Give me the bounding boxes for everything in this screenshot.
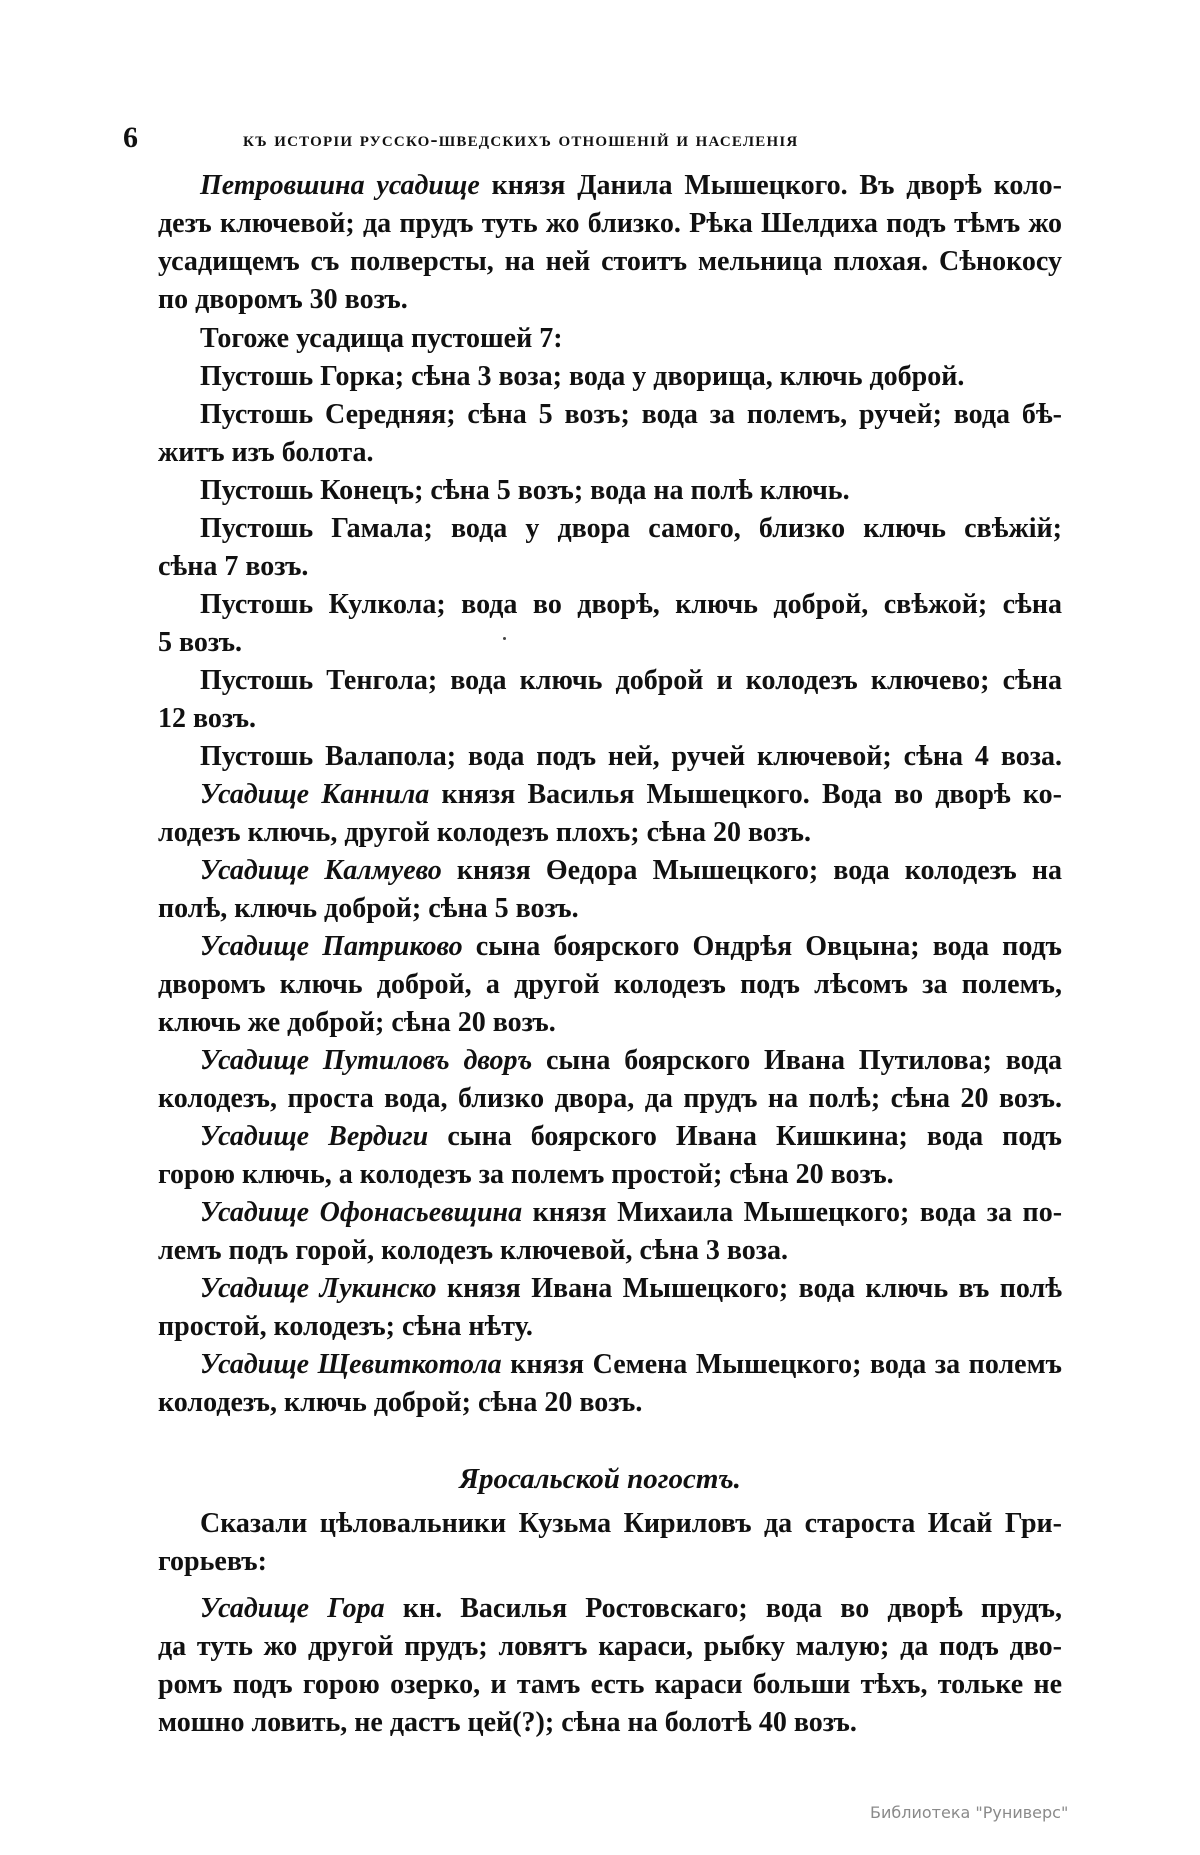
place-name: Усадище Лукинско [200, 1273, 437, 1304]
text-line: дворомъ ключь доброй, а другой колодезъ подъ лѣсомъ за полемъ, [158, 969, 1062, 1000]
place-name: Петровшина усадище [200, 170, 480, 201]
text-run: князя Данила Мышецкого. Въ дворѣ коло- [479, 170, 1063, 201]
text-line: мошно ловить, не дастъ цей(?); сѣна на болотѣ 40 возъ. [158, 1707, 857, 1738]
place-name: Усадище Гора [200, 1593, 385, 1624]
section-title: Яросальской погостъ. [459, 1463, 741, 1495]
text-line [200, 1118, 1062, 1156]
text-line: 12 возъ. [158, 703, 257, 734]
text-run: сына боярского Ивана Кишкина; вода подъ [428, 1121, 1062, 1152]
text-line: по дворомъ 30 возъ. [158, 284, 408, 315]
place-name: Усадище Вердиги [200, 1121, 429, 1152]
text-line: лемъ подъ горой, колодезъ ключевой, сѣна 3 воза. [158, 1235, 789, 1266]
print-speck [503, 637, 506, 640]
place-name: Усадище Офонасьевщина [200, 1197, 523, 1228]
text-line: дезъ ключевой; да прудъ туть жо близко. Рѣка Шелдиха подъ тѣмъ жо [158, 208, 1062, 239]
text-line: Пустошь Горка; сѣна 3 воза; вода у дворища, ключь доброй. [200, 361, 965, 392]
text-line: Пустошь Тенгола; вода ключь доброй и колодезъ ключево; сѣна [200, 665, 1062, 696]
text-line [200, 167, 1062, 205]
text-line: усадищемъ съ полверсты, на ней стоитъ мельница плохая. Сѣнокосу [158, 246, 1062, 277]
text-line: ключь же доброй; сѣна 20 возъ. [158, 1007, 556, 1038]
text-line: 5 возъ. [158, 627, 243, 658]
text-line: горьевъ: [158, 1546, 267, 1577]
text-line: Пустошь Гамала; вода у двора самого, близко ключь свѣжій; [200, 513, 1062, 544]
place-name: Усадище Щевиткотола [200, 1349, 502, 1380]
text-line: Пустошь Кулкола; вода во дворѣ, ключь доброй, свѣжой; сѣна [200, 589, 1062, 620]
text-line: Сказали цѣловальники Кузьма Кириловъ да староста Исай Гри- [200, 1508, 1062, 1539]
text-line [200, 928, 1062, 966]
text-run: князя Семена Мышецкого; вода за полемъ [501, 1349, 1062, 1380]
text-run: кн. Василья Ростовскаго; вода во дворѣ прудъ, [384, 1593, 1062, 1624]
text-run: князя Өедора Мышецкого; вода колодезъ на [441, 855, 1062, 886]
text-line: колодезъ, ключь доброй; сѣна 20 возъ. [158, 1387, 643, 1418]
page-number: 6 [123, 121, 138, 154]
text-line [200, 1590, 1062, 1628]
text-line: простой, колодезъ; сѣна нѣту. [158, 1311, 533, 1342]
place-name: Усадище Калмуево [200, 855, 442, 886]
place-name: Усадище Каннила [200, 779, 430, 810]
text-line: лодезъ ключь, другой колодезъ плохъ; сѣна 20 возъ. [158, 817, 811, 848]
place-name: Усадище Патриково [200, 931, 463, 962]
text-run: князя Василья Мышецкого. Вода во дворѣ ко- [429, 779, 1062, 810]
text-line: горою ключь, а колодезъ за полемъ простой; сѣна 20 возъ. [158, 1159, 894, 1190]
text-run: сына боярского Ивана Путилова; вода [532, 1045, 1062, 1076]
place-name: Усадище Путиловъ дворъ [200, 1045, 533, 1076]
text-run: князя Ивана Мышецкого; вода ключь въ полѣ [436, 1273, 1062, 1304]
text-line: полѣ, ключь доброй; сѣна 5 возъ. [158, 893, 579, 924]
text-line: колодезъ, проста вода, близко двора, да прудъ на полѣ; сѣна 20 возъ. [158, 1083, 1062, 1114]
text-line: Пустошь Валапола; вода подъ ней, ручей ключевой; сѣна 4 воза. [200, 741, 1062, 772]
text-line [200, 1042, 1062, 1080]
text-run: сына боярского Ондрѣя Овцына; вода подъ [462, 931, 1062, 962]
text-line [200, 852, 1062, 890]
text-line: Тогоже усадища пустошей 7: [200, 323, 563, 354]
text-line: да туть жо другой прудъ; ловятъ караси, рыбку малую; да подъ дво- [158, 1631, 1062, 1662]
library-watermark: Библиотека "Руниверс" [870, 1803, 1069, 1822]
text-line [200, 1194, 1062, 1232]
text-line: ромъ подъ горою озерко, и тамъ есть караси больши тѣхъ, тольке не [158, 1669, 1062, 1700]
text-line [200, 1270, 1062, 1308]
text-line [200, 776, 1062, 814]
text-run: князя Михаила Мышецкого; вода за по- [522, 1197, 1063, 1228]
text-line: Пустошь Середняя; сѣна 5 возъ; вода за полемъ, ручей; вода бѣ- [200, 399, 1062, 430]
text-line: сѣна 7 возъ. [158, 551, 309, 582]
text-line [200, 1346, 1062, 1384]
text-line: Пустошь Конецъ; сѣна 5 возъ; вода на полѣ ключь. [200, 475, 850, 506]
running-title: къ исторіи русско-шведскихъ отношеній и населенія [243, 127, 799, 151]
text-line: житъ изъ болота. [158, 437, 374, 468]
